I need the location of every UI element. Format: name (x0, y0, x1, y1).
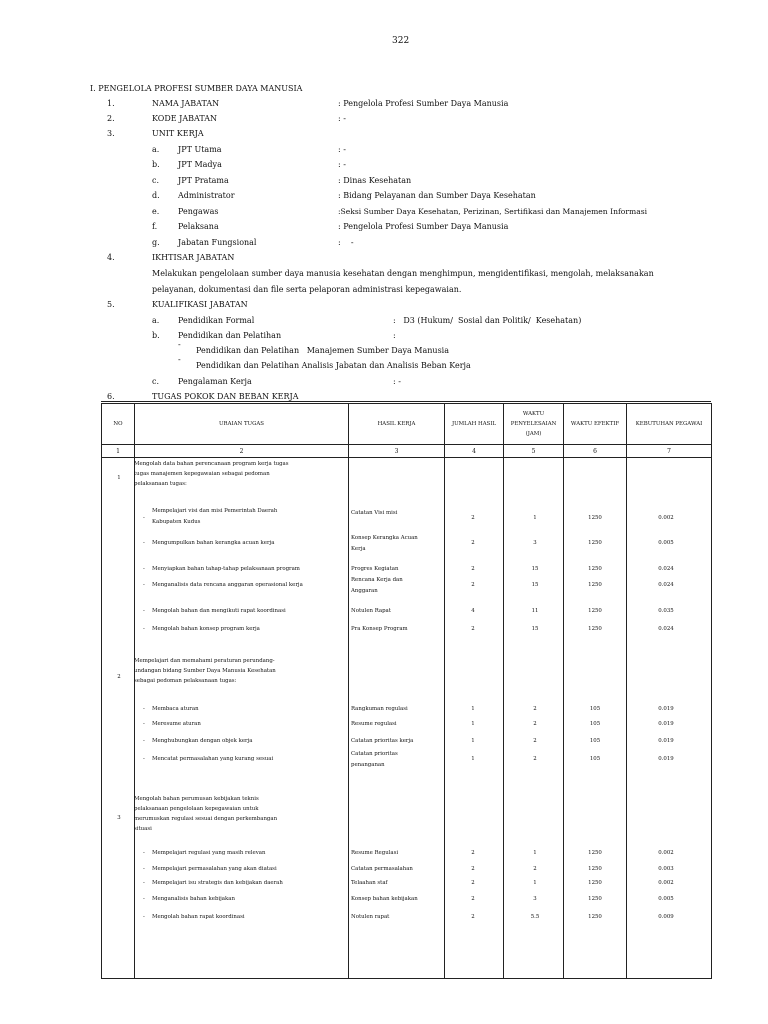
unit-letter: b. (152, 160, 160, 169)
task-text: Membaca aturan (152, 706, 199, 712)
hasil-kerja-text: Resume Regulasi (351, 850, 399, 856)
unit-value: : - (338, 160, 346, 169)
group-title-line: Mempelajari dan memahami peraturan perundang- (134, 658, 275, 664)
column-number: 7 (627, 445, 712, 458)
kebutuhan-pegawai-value: 0.019 (658, 738, 674, 744)
hasil-kerja-text: Catatan prioritas (351, 751, 398, 757)
group-title-line: undangan bidang Sumber Daya Manusia Kesehatan (134, 668, 276, 674)
group-title-line: situasi (134, 826, 152, 832)
unit-label: Pengawas (178, 207, 219, 216)
unit-label: JPT Utama (178, 145, 222, 154)
row-bullet: - (143, 738, 145, 744)
pendidikan-pelatihan-label: Pendidikan dan Pelatihan (178, 331, 282, 340)
hasil-kerja-text: Catatan Visi misi (351, 510, 398, 516)
task-text: Meresume aturan (152, 721, 201, 727)
header-jumlah-hasil: JUMLAH HASIL (445, 404, 504, 445)
group-title-line: pelaksanaan tugas: (134, 481, 187, 487)
waktu-efektif-value: 1250 (588, 880, 602, 886)
task-text: Mempelajari isu strategis dan kebijakan daerah (152, 880, 283, 886)
hasil-kerja-text: Konsep Kerangka Acuan (351, 535, 418, 541)
hasil-kerja-text: Konsep bahan kebijakan (351, 896, 418, 902)
task-text: Mempelajari regulasi yang masih relevan (152, 850, 266, 856)
waktu-penyelesaian-value: 5.5 (530, 914, 540, 920)
row-bullet: - (143, 850, 145, 856)
waktu-penyelesaian-value: 1 (533, 515, 537, 521)
jumlah-hasil-value: 4 (471, 608, 475, 614)
pelatihan-item: Pendidikan dan Pelatihan Manajemen Sumber Daya Manusia (196, 346, 449, 355)
waktu-efektif-value: 1250 (588, 566, 602, 572)
unit-label: JPT Pratama (178, 176, 229, 185)
field-number: 6. (107, 392, 115, 401)
jumlah-hasil-value: 2 (471, 540, 475, 546)
row-bullet: - (143, 896, 145, 902)
task-text: Mengolah bahan konsep program kerja (152, 626, 260, 632)
waktu-penyelesaian-value: 2 (533, 706, 537, 712)
kebutuhan-pegawai-value: 0.005 (658, 896, 674, 902)
row-bullet: - (143, 756, 145, 762)
jumlah-hasil-value: 2 (471, 850, 475, 856)
field-number: 3. (107, 129, 115, 138)
header-uraian-tugas: URAIAN TUGAS (135, 404, 349, 445)
jumlah-hasil-value: 2 (471, 515, 475, 521)
task-text: Menganalisis data rencana anggaran operasional kerja (152, 582, 303, 588)
waktu-penyelesaian-value: 2 (533, 756, 537, 762)
header-no: NO (102, 404, 135, 445)
jumlah-hasil-value: 1 (471, 756, 475, 762)
kebutuhan-pegawai-value: 0.019 (658, 706, 674, 712)
hasil-kerja-text: Notulen Rapat (351, 608, 391, 614)
waktu-efektif-value: 1250 (588, 582, 602, 588)
waktu-penyelesaian-value: 15 (531, 626, 539, 632)
field-label-kode-jabatan: KODE JABATAN (152, 114, 217, 123)
kebutuhan-pegawai-value: 0.019 (658, 756, 674, 762)
hasil-kerja-text: Kerja (351, 546, 366, 552)
unit-letter: a. (152, 145, 160, 154)
dash-bullet: - (178, 340, 181, 349)
page-number: 322 (392, 36, 410, 46)
ikhtisar-heading: IKHTISAR JABATAN (152, 253, 235, 262)
tugas-heading: TUGAS POKOK DAN BEBAN KERJA (152, 392, 299, 401)
column-number: 1 (102, 445, 135, 458)
column-number: 5 (504, 445, 564, 458)
header-hasil-kerja: HASIL KERJA (349, 404, 445, 445)
hasil-kerja-text: Anggaran (351, 588, 378, 594)
waktu-efektif-value: 105 (589, 721, 601, 727)
row-bullet: - (143, 721, 145, 727)
waktu-efektif-value: 105 (589, 738, 601, 744)
task-text: Menganalisis bahan kebijakan (152, 896, 235, 902)
waktu-efektif-value: 1250 (588, 515, 602, 521)
waktu-efektif-value: 1250 (588, 850, 602, 856)
field-number: 5. (107, 300, 115, 309)
jumlah-hasil-value: 2 (471, 866, 475, 872)
unit-value: : - (338, 145, 346, 154)
group-number: 1 (117, 475, 121, 481)
kebutuhan-pegawai-value: 0.002 (658, 850, 674, 856)
waktu-penyelesaian-value: 1 (533, 880, 537, 886)
dash-bullet: - (178, 355, 181, 364)
jumlah-hasil-value: 2 (471, 914, 475, 920)
waktu-efektif-value: 1250 (588, 914, 602, 920)
unit-label: Jabatan Fungsional (178, 238, 257, 247)
waktu-efektif-value: 105 (589, 756, 601, 762)
jumlah-hasil-value: 1 (471, 706, 475, 712)
unit-value: : Bidang Pelayanan dan Sumber Daya Kesehatan (338, 191, 536, 200)
group-title-line: pelaksanaan pengelolaan kepegawaian untuk (134, 806, 259, 812)
unit-letter: c. (152, 176, 160, 185)
unit-label: Pelaksana (178, 222, 219, 231)
row-bullet: - (143, 582, 145, 588)
unit-letter: g. (152, 238, 160, 247)
field-label-nama-jabatan: NAMA JABATAN (152, 99, 220, 108)
waktu-penyelesaian-value: 2 (533, 738, 537, 744)
kualifikasi-letter: c. (152, 377, 160, 386)
task-text: Mempelajari permasalahan yang akan diatasi (152, 866, 277, 872)
hasil-kerja-text: Rencana Kerja dan (351, 577, 403, 583)
beban-kerja-table (101, 403, 712, 979)
pendidikan-formal-value: : D3 (Hukum/ Sosial dan Politik/ Kesehatan) (393, 316, 582, 325)
field-label-unit-kerja: UNIT KERJA (152, 129, 204, 138)
row-bullet: - (143, 914, 145, 920)
task-text: Mencatat permasalahan yang kurang sesuai (152, 756, 274, 762)
kebutuhan-pegawai-value: 0.024 (658, 582, 674, 588)
task-text: Menghubungkan dengan objek kerja (152, 738, 253, 744)
ikhtisar-text-line: pelayanan, dokumentasi dan file serta pelaporan administrasi kepegawaian. (152, 285, 462, 294)
jumlah-hasil-value: 2 (471, 566, 475, 572)
row-bullet: - (143, 866, 145, 872)
unit-letter: d. (152, 191, 160, 200)
waktu-efektif-value: 1250 (588, 896, 602, 902)
row-bullet: - (143, 880, 145, 886)
kebutuhan-pegawai-value: 0.024 (658, 626, 674, 632)
hasil-kerja-text: Resume regulasi (351, 721, 397, 727)
row-bullet: - (143, 540, 145, 546)
row-bullet: - (143, 515, 145, 521)
row-bullet: - (143, 706, 145, 712)
unit-letter: f. (152, 222, 158, 231)
hasil-kerja-text: penanganan (351, 762, 385, 768)
kualifikasi-heading: KUALIFIKASI JABATAN (152, 300, 248, 309)
task-text: Menyiapkan bahan tahap-tahap pelaksanaan program (152, 566, 300, 572)
group-number: 3 (117, 815, 121, 821)
task-text: Mengumpulkan bahan kerangka acuan kerja (152, 540, 275, 546)
header-waktu-efektif: WAKTU EFEKTIF (564, 404, 627, 445)
waktu-penyelesaian-value: 3 (533, 540, 537, 546)
kebutuhan-pegawai-value: 0.019 (658, 721, 674, 727)
waktu-penyelesaian-value: 1 (533, 850, 537, 856)
unit-label: Administrator (178, 191, 235, 200)
hasil-kerja-text: Progres Kegiatan (351, 566, 399, 572)
header-kebutuhan-pegawai: KEBUTUHAN PEGAWAI (627, 404, 712, 445)
hasil-kerja-text: Notulen rapat (351, 914, 390, 920)
jumlah-hasil-value: 2 (471, 582, 475, 588)
field-number: 1. (107, 99, 115, 108)
group-title-line: Mengolah data bahan perencanaan program kerja tugas (134, 461, 289, 467)
kebutuhan-pegawai-value: 0.009 (658, 914, 674, 920)
pengalaman-kerja-value: : - (393, 377, 401, 386)
column-number: 6 (564, 445, 627, 458)
waktu-penyelesaian-value: 11 (531, 608, 539, 614)
jumlah-hasil-value: 2 (471, 880, 475, 886)
table-top-rule (101, 401, 711, 402)
hasil-kerja-text: Telaahan staf (351, 880, 388, 886)
kualifikasi-letter: a. (152, 316, 160, 325)
unit-label: JPT Madya (178, 160, 222, 169)
waktu-efektif-value: 1250 (588, 540, 602, 546)
kebutuhan-pegawai-value: 0.035 (658, 608, 674, 614)
waktu-penyelesaian-value: 2 (533, 721, 537, 727)
pengalaman-kerja-label: Pengalaman Kerja (178, 377, 252, 386)
waktu-penyelesaian-value: 2 (533, 866, 537, 872)
header-waktu-penyelesaian: WAKTU PENYELESAIAN (JAM) (504, 404, 564, 445)
kebutuhan-pegawai-value: 0.002 (658, 880, 674, 886)
task-text: Mempelajari visi dan misi Pemerintah Daerah (152, 508, 278, 514)
column-number: 2 (135, 445, 349, 458)
waktu-efektif-value: 1250 (588, 626, 602, 632)
unit-value: : Pengelola Profesi Sumber Daya Manusia (338, 222, 509, 231)
column-number: 3 (349, 445, 445, 458)
kebutuhan-pegawai-value: 0.024 (658, 566, 674, 572)
unit-letter: e. (152, 207, 160, 216)
field-number: 4. (107, 253, 115, 262)
task-text: Kabupaten Kudus (152, 519, 201, 525)
column-number: 4 (445, 445, 504, 458)
jumlah-hasil-value: 1 (471, 738, 475, 744)
section-title: I. PENGELOLA PROFESI SUMBER DAYA MANUSIA (90, 84, 303, 93)
waktu-efektif-value: 1250 (588, 866, 602, 872)
unit-value: : Dinas Kesehatan (338, 176, 412, 185)
hasil-kerja-text: Catatan permasalahan (351, 866, 413, 872)
waktu-penyelesaian-value: 15 (531, 582, 539, 588)
ikhtisar-text-line: Melakukan pengelolaan sumber daya manusia kesehatan dengan menghimpun, mengidentifikasi, mengolah, melaksanakan (152, 269, 654, 278)
jumlah-hasil-value: 1 (471, 721, 475, 727)
kualifikasi-letter: b. (152, 331, 160, 340)
field-number: 2. (107, 114, 115, 123)
hasil-kerja-text: Rangkuman regulasi (351, 706, 408, 712)
kebutuhan-pegawai-value: 0.005 (658, 540, 674, 546)
row-bullet: - (143, 626, 145, 632)
pendidikan-formal-label: Pendidikan Formal (178, 316, 255, 325)
group-title-line: tugas manajemen kepegawaian sebagai pedoman (134, 471, 270, 477)
jumlah-hasil-value: 2 (471, 626, 475, 632)
group-number: 2 (117, 674, 121, 680)
waktu-penyelesaian-value: 3 (533, 896, 537, 902)
group-title-line: Mengolah bahan perumusan kebijakan teknis (134, 796, 259, 802)
task-text: Mengolah bahan dan mengikuti rapat koordinasi (152, 608, 286, 614)
group-title-line: sebagai pedoman pelaksanaan tugas: (134, 678, 237, 684)
unit-value: : - (338, 238, 354, 247)
waktu-efektif-value: 1250 (588, 608, 602, 614)
hasil-kerja-text: Pra Konsep Program (351, 626, 408, 632)
hasil-kerja-text: Catatan prioritas kerja (351, 738, 414, 744)
field-value-kode-jabatan: : - (338, 114, 346, 123)
waktu-efektif-value: 105 (589, 706, 601, 712)
unit-value: :Seksi Sumber Daya Kesehatan, Perizinan, Sertifikasi dan Manajemen Informasi (338, 207, 648, 216)
kebutuhan-pegawai-value: 0.002 (658, 515, 674, 521)
group-title-line: merumuskan regulasi sesuai dengan perkembangan (134, 816, 278, 822)
jumlah-hasil-value: 2 (471, 896, 475, 902)
field-value-nama-jabatan: : Pengelola Profesi Sumber Daya Manusia (338, 99, 509, 108)
row-bullet: - (143, 608, 145, 614)
waktu-penyelesaian-value: 15 (531, 566, 539, 572)
kebutuhan-pegawai-value: 0.003 (658, 866, 674, 872)
row-bullet: - (143, 566, 145, 572)
pendidikan-pelatihan-value: : (393, 331, 396, 340)
pelatihan-item: Pendidikan dan Pelatihan Analisis Jabatan dan Analisis Beban Kerja (196, 361, 471, 370)
task-text: Mengolah bahan rapat koordinasi (152, 914, 245, 920)
